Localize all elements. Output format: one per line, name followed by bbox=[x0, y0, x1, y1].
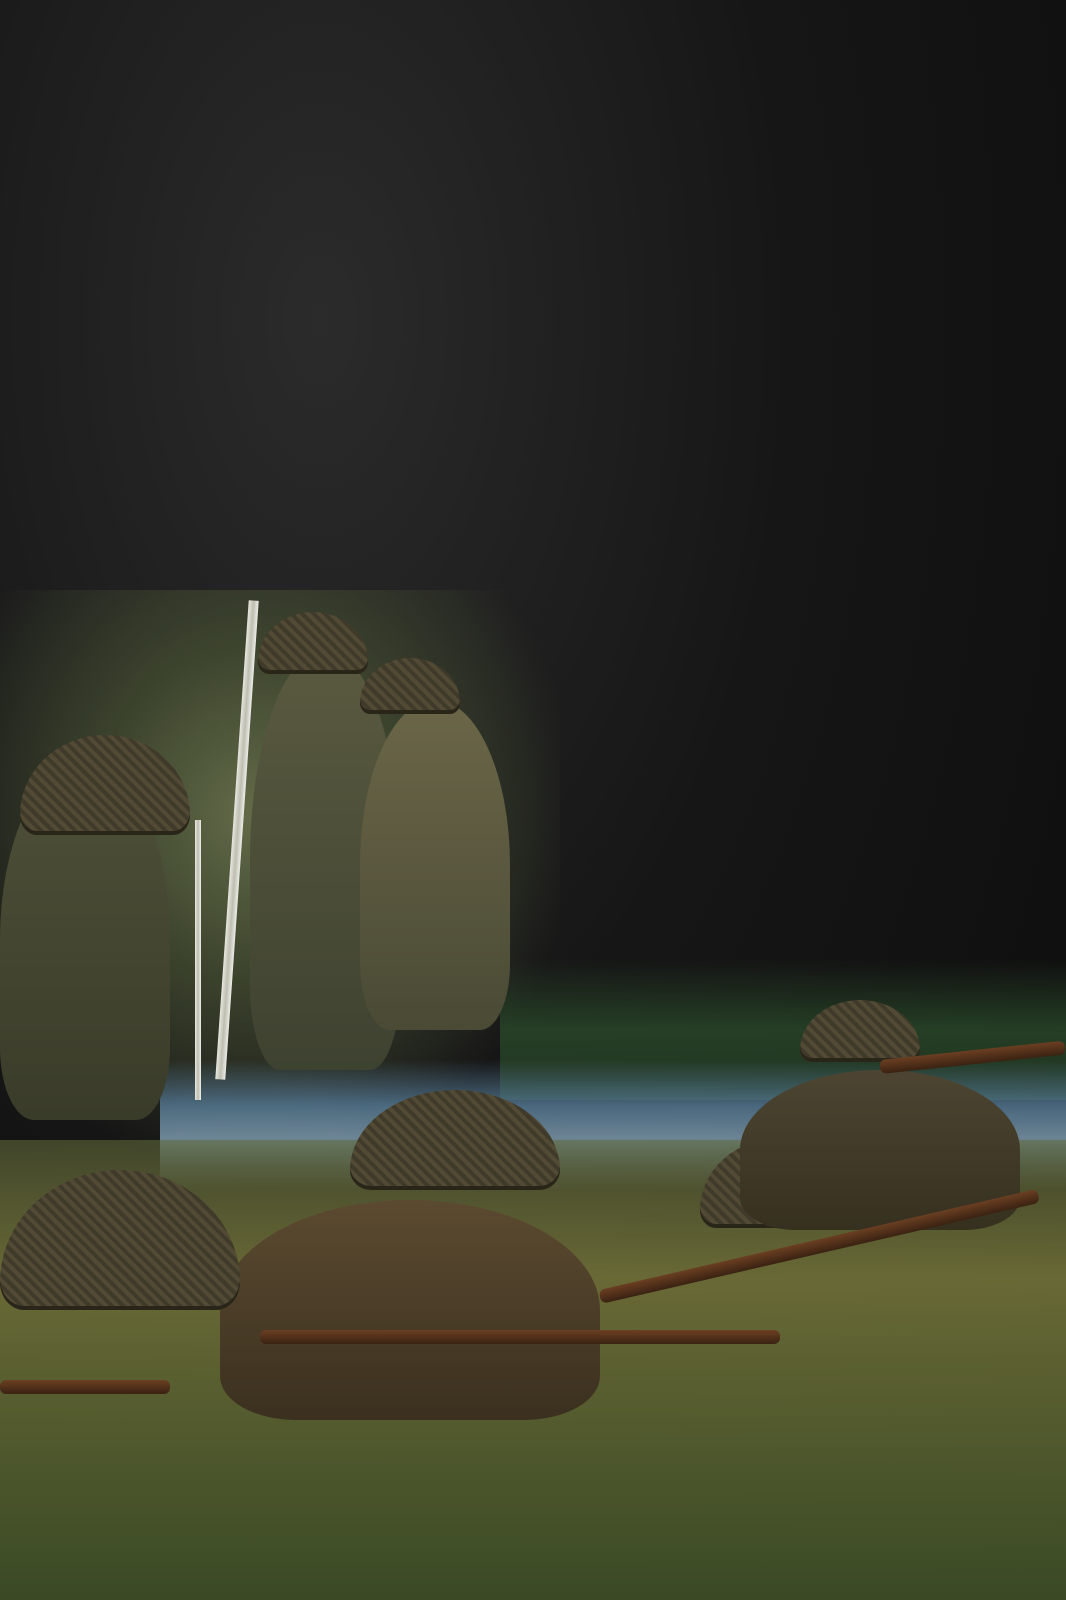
rifle bbox=[260, 1330, 780, 1344]
soldier-figure bbox=[220, 1200, 600, 1420]
soldier-figure bbox=[360, 700, 510, 1030]
rifle bbox=[0, 1380, 170, 1394]
birch-tree bbox=[195, 820, 201, 1100]
sponsor-logos bbox=[38, 1460, 1028, 1556]
